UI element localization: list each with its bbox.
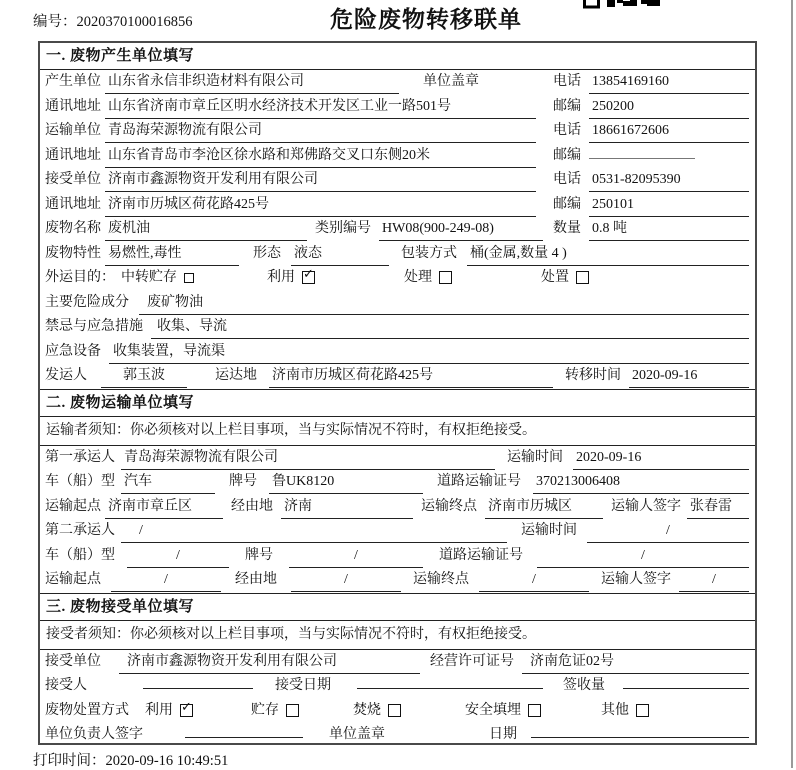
received-qty-label: 签收量 <box>563 678 605 693</box>
route1-origin-label: 运输起点 <box>45 498 101 514</box>
transport-time-label: 运输时间 <box>521 523 577 538</box>
vehicle1-value: 汽车 <box>121 470 215 494</box>
waste-traits-label: 废物特性 <box>45 245 101 261</box>
producer-label: 产生单位 <box>45 74 101 89</box>
carrier1-label: 第一承运人 <box>45 449 115 465</box>
purpose-label: 外运目的： <box>45 270 115 285</box>
receiver-phone-group <box>553 168 749 192</box>
transporter-address-value: 山东省青岛市李沧区徐水路和郑佛路交叉口东侧20米 <box>105 144 536 168</box>
route2-origin-label: 运输起点 <box>45 572 101 587</box>
dispatcher-label: 发运人 <box>45 368 87 383</box>
accept-date-value <box>357 687 543 689</box>
checkbox-use <box>180 704 193 717</box>
waste-qty-value: 0.8 吨 <box>589 217 749 241</box>
scan-edge-line <box>791 0 793 768</box>
plate-value: 鲁UK8120 <box>269 470 423 494</box>
via-label: 经由地 <box>235 572 277 587</box>
vehicle1-label: 车（船）型 <box>45 474 115 489</box>
receiver-phone-value: 0531-82095390 <box>589 168 749 192</box>
section-receiver <box>40 593 755 748</box>
producer-value: 山东省永信非织造材料有限公司 <box>105 70 399 94</box>
checkbox-transfer-storage <box>184 273 194 283</box>
section-producer <box>40 43 755 389</box>
dispatcher-value: 郭玉波 <box>101 364 187 388</box>
route1-origin-value: 济南市章丘区 <box>105 495 223 519</box>
receiver-address-value: 济南市历城区荷花路425号 <box>105 193 536 217</box>
destination-value: 济南市历城区荷花路425号 <box>269 364 553 388</box>
route1-end-value: 济南市历城区 <box>485 495 603 519</box>
page-title: 危险废物转移联单 <box>330 7 522 32</box>
phone-label: 电话 <box>553 172 581 187</box>
receiver-zip-group <box>553 193 749 217</box>
via-label: 经由地 <box>231 498 273 514</box>
receive-unit-value: 济南市鑫源物资开发利用有限公司 <box>119 650 420 674</box>
checkbox-treat <box>439 271 452 284</box>
transporter-value: 青岛海荣源物流有限公司 <box>105 119 536 143</box>
option-label: 处理 <box>404 270 432 285</box>
route2-end-label: 运输终点 <box>413 572 469 587</box>
vehicle2-value: / <box>127 544 229 568</box>
checkbox-landfill <box>528 704 541 717</box>
row-receive-unit <box>40 650 755 675</box>
serial-label: 编号： <box>33 14 77 30</box>
option-label: 处置 <box>541 270 569 285</box>
row-purpose <box>40 266 755 291</box>
responsible-sign-label: 单位负责人签字 <box>45 727 143 742</box>
waste-code-label: 类别编号 <box>315 221 371 236</box>
receiver-zip-value: 250101 <box>589 193 749 217</box>
row-receiver-address <box>40 193 755 218</box>
precaution-value: 收集、导流 <box>151 315 749 339</box>
row-transporter-address <box>40 144 755 169</box>
address-label: 通讯地址 <box>45 147 101 163</box>
purpose-option-treat <box>404 266 452 289</box>
print-time-value: 2020-09-16 10:49:51 <box>105 753 229 769</box>
sign-value: 张春雷 <box>687 495 749 519</box>
sign2-value: / <box>679 568 749 592</box>
destination-label: 运达地 <box>215 368 257 383</box>
row-vehicle1 <box>40 470 755 495</box>
address-label: 通讯地址 <box>45 98 101 114</box>
row-equipment <box>40 340 755 365</box>
disposal-label: 废物处置方式 <box>45 702 129 718</box>
zip-label: 邮编 <box>553 196 581 212</box>
route2-origin-value: / <box>111 568 221 592</box>
waste-code-value: HW08(900-249-08) <box>379 217 543 241</box>
waste-form-label: 形态 <box>253 245 281 261</box>
disposal-option-landfill <box>465 699 541 722</box>
manifest-form <box>38 41 757 745</box>
row-producer <box>40 70 755 95</box>
waste-name-value: 废机油 <box>105 217 307 241</box>
row-transporter <box>40 119 755 144</box>
carrier2-value: / <box>121 519 507 543</box>
unit-seal-label: 单位盖章 <box>329 727 385 742</box>
plate2-value: / <box>289 544 423 568</box>
transfer-time-label: 转移时间 <box>565 368 621 383</box>
checkbox-incinerate <box>388 704 401 717</box>
disposal-option-store <box>251 699 299 722</box>
producer-zip-value: 250200 <box>589 95 749 119</box>
serial-value: 2020370100016856 <box>76 14 193 30</box>
carrier1-value: 青岛海荣源物流有限公司 <box>121 446 495 470</box>
permit-label: 道路运输证号 <box>439 547 523 563</box>
checkbox-other <box>636 704 649 717</box>
permit-label: 道路运输证号 <box>437 474 521 489</box>
option-label: 贮存 <box>251 702 279 718</box>
waste-qty-label: 数量 <box>553 221 581 236</box>
received-qty-value <box>623 687 749 689</box>
option-label: 其他 <box>601 702 629 718</box>
vehicle2-label: 车（船）型 <box>45 547 115 563</box>
serial-number-line <box>33 10 193 31</box>
producer-phone-group <box>553 70 749 94</box>
sign-label: 运输人签字 <box>601 572 671 587</box>
option-label: 焚烧 <box>353 702 381 718</box>
transporter-label: 运输单位 <box>45 123 101 138</box>
waste-traits-value: 易燃性,毒性 <box>105 242 239 266</box>
option-label: 利用 <box>145 702 173 718</box>
date-value <box>531 736 749 738</box>
row-producer-address <box>40 95 755 120</box>
address-label: 通讯地址 <box>45 196 101 212</box>
disposal-option-incinerate <box>353 699 401 722</box>
plate-label: 牌号 <box>229 474 257 489</box>
permit2-value: / <box>537 544 749 568</box>
responsible-sign-value <box>185 736 303 738</box>
row-precaution <box>40 315 755 340</box>
acceptor-label: 接受人 <box>45 678 87 693</box>
receiver-value: 济南市鑫源物资开发利用有限公司 <box>105 168 536 192</box>
via2-value: / <box>291 568 401 592</box>
row-vehicle2 <box>40 544 755 569</box>
pack-value: 桶(金属,数量 4 ) <box>467 242 749 266</box>
route1-end-label: 运输终点 <box>421 498 477 514</box>
phone-label: 电话 <box>553 74 581 89</box>
purpose-option-transfer <box>121 266 194 289</box>
phone-label: 电话 <box>553 123 581 138</box>
row-acceptance <box>40 674 755 699</box>
option-label: 安全填埋 <box>465 702 521 718</box>
row-route2 <box>40 568 755 593</box>
license-value: 济南危证02号 <box>522 650 749 674</box>
disposal-option-use <box>145 699 193 722</box>
checkbox-dispose <box>576 271 589 284</box>
print-time-line <box>33 749 228 770</box>
transporter-phone-group <box>553 119 749 143</box>
row-carrier1 <box>40 446 755 471</box>
plate-label: 牌号 <box>245 547 273 563</box>
transporter-zip-value <box>589 157 695 159</box>
section-transport <box>40 389 755 593</box>
transport-time-label: 运输时间 <box>507 449 563 465</box>
sign-label: 运输人签字 <box>611 498 681 514</box>
row-carrier2 <box>40 519 755 544</box>
route2-end-value: / <box>479 568 589 592</box>
row-disposal-method <box>40 699 755 724</box>
row-route1 <box>40 495 755 520</box>
section2-title: 二. 废物运输单位填写 <box>40 390 755 417</box>
producer-address-value: 山东省济南市章丘区明水经济技术开发区工业一路501号 <box>105 95 536 119</box>
equipment-label: 应急设备 <box>45 343 101 359</box>
qr-code-icon <box>583 0 661 9</box>
transporter-zip-group <box>553 144 749 167</box>
producer-phone-value: 13854169160 <box>589 70 749 94</box>
transport-notice: 运输者须知：你必须核对以上栏目事项，当与实际情况不符时，有权拒绝接受。 <box>40 417 755 446</box>
seal-label: 单位盖章 <box>423 74 479 89</box>
zip-label: 邮编 <box>553 98 581 114</box>
disposal-option-other <box>601 699 649 722</box>
waste-form-value: 液态 <box>291 242 389 266</box>
row-waste-traits <box>40 242 755 267</box>
via-value: 济南 <box>281 495 413 519</box>
producer-zip-group <box>553 95 749 119</box>
equipment-value: 收集装置，导流渠 <box>109 340 749 364</box>
print-time-label: 打印时间： <box>33 753 106 769</box>
waste-name-label: 废物名称 <box>45 221 101 236</box>
receiver-label: 接受单位 <box>45 172 101 187</box>
accept-date-label: 接受日期 <box>275 678 331 693</box>
purpose-option-use <box>267 266 315 289</box>
purpose-option-dispose <box>541 266 589 289</box>
carrier2-label: 第二承运人 <box>45 523 115 538</box>
row-dispatch <box>40 364 755 389</box>
receive-unit-label: 接受单位 <box>45 653 101 669</box>
section1-title: 一. 废物产生单位填写 <box>40 43 755 70</box>
section3-title: 三. 废物接受单位填写 <box>40 594 755 621</box>
date-label: 日期 <box>489 727 517 742</box>
checkbox-use <box>302 271 315 284</box>
zip-label: 邮编 <box>553 147 581 163</box>
permit-value: 370213006408 <box>533 470 749 494</box>
checkbox-store <box>286 704 299 717</box>
transfer-time-value: 2020-09-16 <box>629 364 749 388</box>
pack-label: 包装方式 <box>401 245 457 261</box>
receiver-notice: 接受者须知：你必须核对以上栏目事项，当与实际情况不符时，有权拒绝接受。 <box>40 621 755 650</box>
hazard-value: 废矿物油 <box>139 291 749 315</box>
option-label: 中转贮存 <box>121 270 177 285</box>
transport-time2-value: / <box>587 519 749 543</box>
transport-time-value: 2020-09-16 <box>573 446 749 470</box>
acceptor-value <box>143 687 253 689</box>
row-waste-name <box>40 217 755 242</box>
row-hazard <box>40 291 755 316</box>
row-signature <box>40 723 755 748</box>
precaution-label: 禁忌与应急措施 <box>45 319 143 334</box>
transporter-phone-value: 18661672606 <box>589 119 749 143</box>
option-label: 利用 <box>267 270 295 285</box>
row-receiver <box>40 168 755 193</box>
hazard-label: 主要危险成分 <box>45 294 129 310</box>
license-label: 经营许可证号 <box>430 653 514 669</box>
